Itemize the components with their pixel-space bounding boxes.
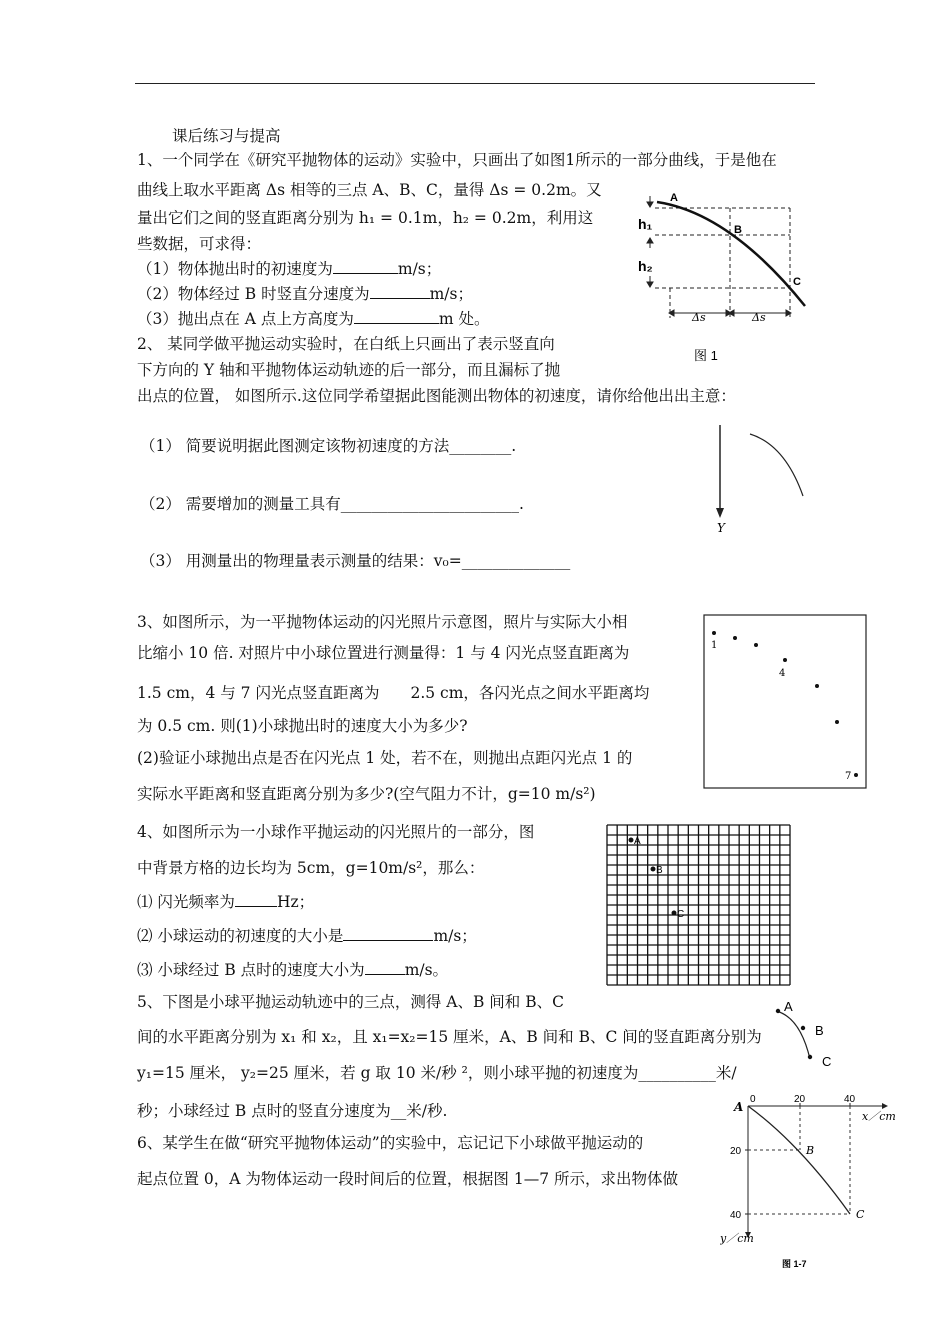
- q5-line-4: 秒；小球经过 B 点时的竖直分速度为__米/秒.: [137, 1102, 448, 1120]
- figure-5: [740, 995, 840, 1070]
- q4-answer-1: [137, 892, 314, 912]
- fig1-caption: 图 1: [694, 348, 718, 363]
- q4-answer-1-blank[interactable]: [235, 892, 277, 907]
- figure-1: [630, 188, 820, 368]
- fig3-label-1: 1: [711, 640, 718, 651]
- flash-point-2: [733, 636, 737, 640]
- fig1-curve: [657, 202, 805, 306]
- figure-3: [703, 614, 868, 790]
- q1-answer-3-text: （3）抛出点在 A 点上方高度为: [137, 310, 354, 328]
- fig6-y-tick-label-20: 20: [730, 1146, 742, 1157]
- q1-answer-1: [137, 259, 441, 279]
- q4-answer-3-unit: m/s。: [404, 961, 449, 979]
- fig3-frame: [704, 615, 866, 788]
- q4-answer-2-text: ⑵ 小球运动的初速度的大小是: [137, 927, 344, 945]
- q1-answer-1-blank[interactable]: [333, 259, 398, 274]
- fig5-point-c: [808, 1055, 812, 1059]
- fig6-label-b: B: [806, 1144, 815, 1157]
- fig5-label-b: B: [815, 1023, 824, 1038]
- fig3-label-4: 4: [779, 668, 786, 679]
- fig3-label-7: 7: [845, 771, 852, 782]
- fig4-label-b: B: [656, 865, 663, 876]
- fig5-point-a: [776, 1009, 780, 1013]
- flash-point-5: [815, 684, 819, 688]
- fig1-label-h2: h₂: [638, 258, 653, 274]
- q4-answer-2-blank[interactable]: [343, 926, 433, 941]
- q1-answer-2: [137, 284, 473, 304]
- q1-answer-2-unit: m/s；: [429, 285, 473, 303]
- fig6-x-tick-label-40: 40: [844, 1094, 856, 1105]
- q5-line-2: 间的水平距离分别为 x₁ 和 x₂，且 x₁=x₂=15 厘米，A、B 间和 B、C 间的竖直距离分别为: [137, 1028, 762, 1046]
- q3-line-1: 3、如图所示，为一平抛物体运动的闪光照片示意图，照片与实际大小相: [137, 613, 628, 631]
- q1-answer-1-unit: m/s；: [397, 260, 442, 278]
- flash-point-1: [712, 631, 716, 635]
- q4-answer-2: [137, 926, 477, 946]
- header-rule: [135, 83, 815, 84]
- q4-line-1: 4、如图所示为一小球作平抛运动的闪光照片的一部分，图: [137, 823, 535, 841]
- q3-line-3: 1.5 cm，4 与 7 闪光点竖直距离为 2.5 cm，各闪光点之间水平距离均: [137, 684, 650, 702]
- fig4-ball-c: [672, 911, 677, 916]
- fig6-label-origin: A: [734, 1100, 744, 1114]
- q1-answer-2-blank[interactable]: [370, 284, 430, 299]
- figure-6: [720, 1092, 900, 1334]
- fig1-label-c: C: [793, 276, 801, 288]
- q4-answer-1-text: ⑴ 闪光频率为: [137, 893, 235, 911]
- q4-answer-2-unit: m/s；: [433, 927, 477, 945]
- flash-point-3: [754, 643, 758, 647]
- q4-answer-3: [137, 960, 448, 980]
- q2-line-3: 出点的位置， 如图所示.这位同学希望据此图能测出物体的初速度，请你给他出出主意：: [137, 387, 736, 405]
- q5-line-1: 5、下图是小球平抛运动轨迹中的三点，测得 A、B 间和 B、C: [137, 993, 564, 1011]
- fig4-grid: [607, 825, 790, 985]
- fig6-x-arrowhead: [882, 1103, 888, 1109]
- fig1-label-b: B: [734, 224, 742, 236]
- q2-sub-3: （3） 用测量出的物理量表示测量的结果：v₀=______________: [140, 552, 571, 570]
- fig1-h2-arrowhead-bottom: [647, 282, 653, 287]
- q1-line-1: 1、一个同学在《研究平抛物体的运动》实验中，只画出了如图1所示的一部分曲线，于是他在: [137, 151, 777, 169]
- q4-line-2: 中背景方格的边长均为 5cm，g=10m/s²，那么：: [137, 859, 485, 877]
- q2-line-2: 下方向的 Y 轴和平抛物体运动轨迹的后一部分，而且漏标了抛: [137, 361, 561, 379]
- q2-sub-2: （2） 需要增加的测量工具有_______________________.: [140, 495, 524, 513]
- flash-point-4: [783, 658, 787, 662]
- fig1-h1-arrowhead-bottom: [647, 238, 653, 243]
- q1-line-4: 些数据，可求得：: [137, 235, 262, 253]
- figure-4: [604, 822, 794, 988]
- fig6-curve: [748, 1106, 850, 1214]
- fig4-label-a: A: [634, 836, 641, 847]
- fig5-curve: [776, 1011, 810, 1059]
- fig4-label-c: C: [677, 909, 685, 920]
- q1-answer-3: [137, 309, 490, 329]
- q3-line-4: 为 0.5 cm. 则(1)小球抛出时的速度大小为多少?: [137, 717, 468, 735]
- fig2-y-arrowhead: [716, 508, 724, 518]
- q1-line-2: 曲线上取水平距离 Δs 相等的三点 A、B、C，量得 Δs = 0.2m。又: [137, 181, 602, 199]
- fig1-h1-arrowhead-top: [647, 202, 653, 207]
- q3-line-6: 实际水平距离和竖直距离分别为多少?(空气阻力不计，g=10 m/s²): [137, 785, 596, 803]
- figure-2: [705, 420, 815, 540]
- q6-line-2: 起点位置 0，A 为物体运动一段时间后的位置，根据图 1—7 所示，求出物体做: [137, 1170, 678, 1188]
- q1-answer-1-text: （1）物体抛出时的初速度为: [137, 260, 333, 278]
- q1-line-3: 量出它们之间的竖直距离分别为 h₁ = 0.1m，h₂ = 0.2m，利用这: [137, 209, 594, 227]
- fig6-label-c: C: [856, 1208, 865, 1221]
- q6-line-1: 6、某学生在做“研究平抛物体运动”的实验中，忘记记下小球做平抛运动的: [137, 1134, 644, 1152]
- q2-sub-1: （1） 简要说明据此图测定该物初速度的方法________.: [140, 437, 517, 455]
- q4-answer-3-text: ⑶ 小球经过 B 点时的速度大小为: [137, 961, 365, 979]
- fig6-x-tick-label-20: 20: [794, 1094, 806, 1105]
- fig4-ball-b: [651, 867, 656, 872]
- fig5-label-a: A: [784, 999, 793, 1014]
- q3-line-5: (2)验证小球抛出点是否在闪光点 1 处，若不在，则抛出点距闪光点 1 的: [137, 749, 633, 767]
- fig6-x-tick-label-0: 0: [750, 1094, 756, 1105]
- flash-point-6: [835, 720, 839, 724]
- fig6-y-tick-label-40: 40: [730, 1210, 742, 1221]
- q5-line-3: y₁=15 厘米， y₂=25 厘米，若 g 取 10 米/秒 ²，则小球平抛的初速度为__________米/: [137, 1064, 737, 1082]
- fig1-label-ds-1: Δs: [692, 311, 706, 324]
- q1-answer-3-unit: m 处。: [438, 310, 490, 328]
- q2-line-1: 2、 某同学做平抛运动实验时，在白纸上只画出了表示竖直向: [137, 335, 555, 353]
- q4-answer-1-unit: Hz；: [276, 893, 315, 911]
- fig1-label-ds-2: Δs: [752, 311, 766, 324]
- fig5-label-c: C: [822, 1054, 832, 1069]
- section-title: 课后练习与提高: [172, 127, 281, 145]
- q4-answer-3-blank[interactable]: [365, 960, 405, 975]
- q3-line-2: 比缩小 10 倍. 对照片中小球位置进行测量得：1 与 4 闪光点竖直距离为: [137, 644, 630, 662]
- fig6-x-axis-label: x／cm: [862, 1110, 896, 1123]
- fig6-caption: 图 1-7: [782, 1259, 807, 1269]
- q1-answer-2-text: （2）物体经过 B 时竖直分速度为: [137, 285, 370, 303]
- fig2-curve: [750, 434, 803, 496]
- fig1-label-h1: h₁: [638, 216, 653, 232]
- fig4-ball-a: [629, 838, 634, 843]
- fig5-point-b: [801, 1026, 805, 1030]
- fig1-label-a: A: [670, 192, 678, 204]
- q1-answer-3-blank[interactable]: [354, 309, 439, 324]
- fig6-y-axis-label: y／cm: [720, 1232, 754, 1245]
- flash-point-7: [854, 773, 858, 777]
- fig2-axis-label: Y: [717, 521, 725, 535]
